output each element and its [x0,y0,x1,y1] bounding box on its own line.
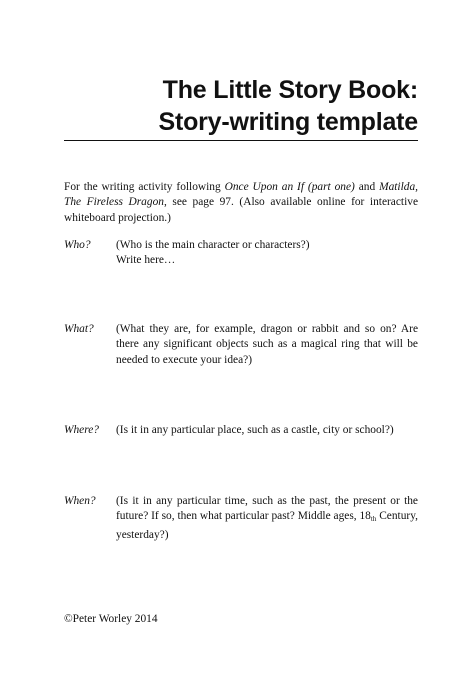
section-where-prompt: (Is it in any particular place, such as a castle, city or school?) [116,424,394,436]
intro-text-1: For the writing activity following [64,181,225,193]
copyright-footer: ©Peter Worley 2014 [64,613,158,625]
section-where [64,423,418,438]
title-line-1: The Little Story Book: [162,76,418,104]
intro-text-2: and [354,181,380,193]
section-who [64,238,418,269]
title-line-2: Story-writing template [158,108,418,136]
section-who-label: Who? [64,239,91,251]
page-title [158,74,418,138]
section-when-label: When? [64,495,96,507]
section-when-prompt-a: (Is it in any particular time, such as the past, the present or the future? If so, then what particular past? Middle ages, 18 [116,495,418,523]
section-when-ordinal-suffix: th [370,515,377,524]
title-divider [64,140,418,141]
section-who-body [116,238,418,269]
section-who-prompt: (Who is the main character or characters?) [116,239,310,251]
intro-paragraph [64,180,418,226]
section-when [64,494,418,543]
intro-book-title-1: Once Upon an If (part one) [224,181,355,193]
intro-text-3: , see page 97. (Also available online for interactive whiteboard projection.) [64,196,418,224]
section-when-prompt-b: Century, yesterday?) [116,510,419,541]
section-what-prompt: (What they are, for example, dragon or rabbit and so on? Are there any significant objects such as a magical ring that will be needed to execute your idea?) [116,323,418,366]
section-what [64,322,418,368]
section-who-write-here: Write here… [116,254,176,267]
intro-book-title-2: Matilda, The Fireless Dragon [64,181,418,209]
section-what-label: What? [64,323,94,335]
section-where-label: Where? [64,424,100,436]
section-when-prompt [116,494,418,543]
